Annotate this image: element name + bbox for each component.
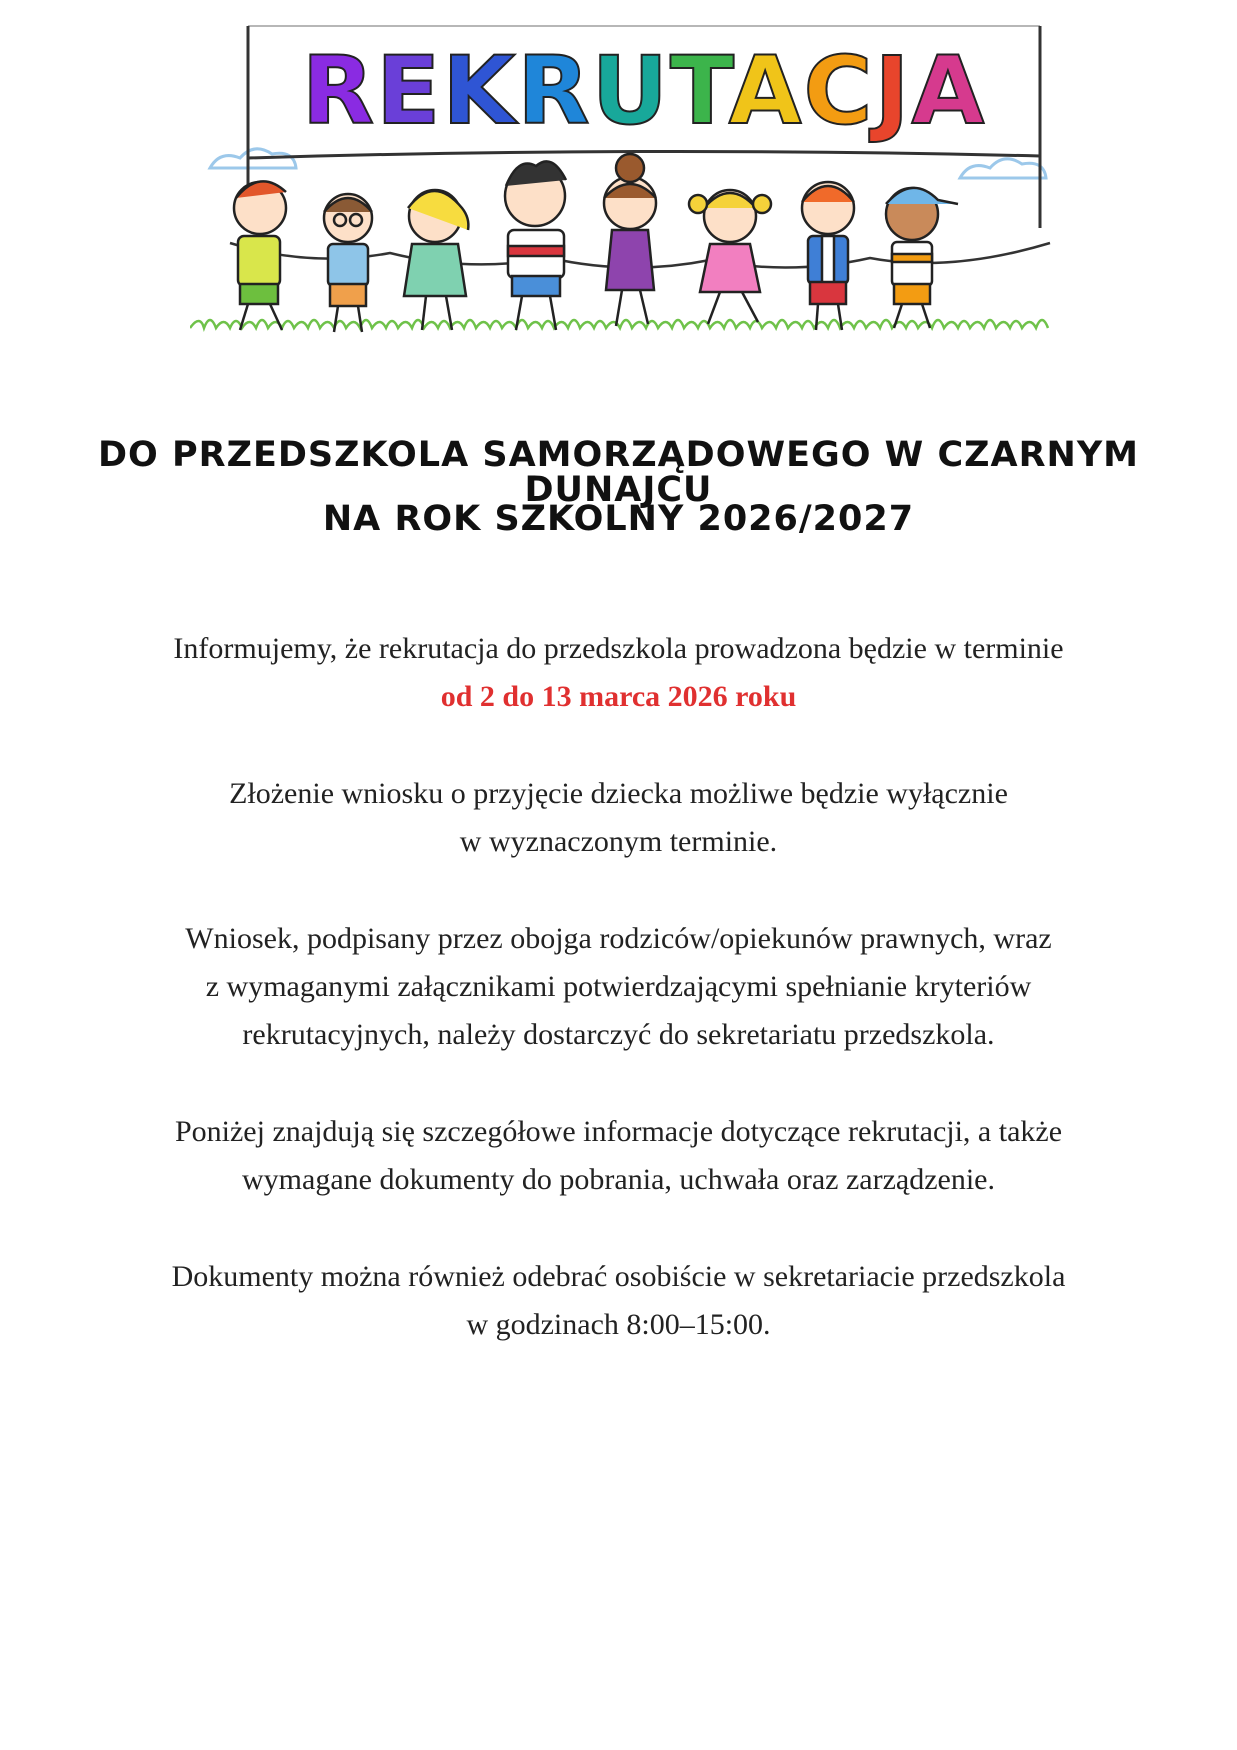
banner-letter: A xyxy=(728,37,804,146)
banner-letter: C xyxy=(803,37,875,146)
heading-line-1: DO PRZEDSZKOLA SAMORZĄDOWEGO W CZARNYM DUNAJCU xyxy=(97,435,1140,510)
paragraph-documents-info xyxy=(0,1108,1237,1204)
child-figure xyxy=(802,182,854,330)
paragraph-line: w godzinach 8:00–15:00. xyxy=(466,1308,771,1341)
children-banner-illustration xyxy=(190,18,1080,348)
paragraph-recruitment-dates xyxy=(0,625,1237,721)
banner-letter: J xyxy=(874,37,912,146)
child-figure xyxy=(234,181,286,330)
banner-title xyxy=(302,37,987,146)
paragraph-line: Wniosek, podpisany przez obojga rodziców/opiekunów prawnych, wraz xyxy=(185,922,1052,955)
paragraph-application-submission xyxy=(0,915,1237,1059)
paragraph-office-hours xyxy=(0,1253,1237,1349)
banner-letter: U xyxy=(591,37,670,146)
paragraph-line: wymagane dokumenty do pobrania, uchwała oraz zarządzenie. xyxy=(242,1163,995,1196)
paragraph-line: Poniżej znajdują się szczegółowe informacje dotyczące rekrutacji, a także xyxy=(174,1115,1063,1148)
banner-letter: K xyxy=(442,37,518,146)
paragraph-line: z wymaganymi załącznikami potwierdzającymi spełnianie kryteriów xyxy=(205,970,1032,1003)
cloud-right-icon xyxy=(960,159,1046,178)
grass-strip xyxy=(190,320,1048,328)
banner-letter: T xyxy=(669,37,729,146)
child-figure xyxy=(886,188,958,328)
heading-line-2: NA ROK SZKOLNY 2026/2027 xyxy=(322,499,915,539)
banner-letter: R xyxy=(517,37,592,146)
paragraph-line: rekrutacyjnych, należy dostarczyć do sekretariatu przedszkola. xyxy=(242,1018,995,1051)
paragraph-line: Dokumenty można również odebrać osobiście w sekretariacie przedszkola xyxy=(171,1260,1066,1293)
paragraph-line: w wyznaczonym terminie. xyxy=(459,825,778,858)
banner-cloth-edge xyxy=(248,151,1040,158)
paragraph-line: Złożenie wniosku o przyjęcie dziecka możliwe będzie wyłącznie xyxy=(229,777,1008,810)
paragraph-line: Informujemy, że rekrutacja do przedszkola prowadzona będzie w terminie xyxy=(173,632,1064,665)
banner-letter: A xyxy=(911,37,987,146)
child-figure xyxy=(404,190,468,330)
child-figure xyxy=(604,154,656,326)
banner-letter: E xyxy=(376,37,443,146)
recruitment-banner xyxy=(190,18,1080,348)
child-figure xyxy=(689,190,771,324)
child-figure xyxy=(505,161,566,330)
child-figure xyxy=(324,194,372,332)
recruitment-date-range: od 2 do 13 marca 2026 roku xyxy=(440,680,797,713)
paragraph-application-deadline xyxy=(0,770,1237,866)
banner-letter: R xyxy=(301,37,377,146)
